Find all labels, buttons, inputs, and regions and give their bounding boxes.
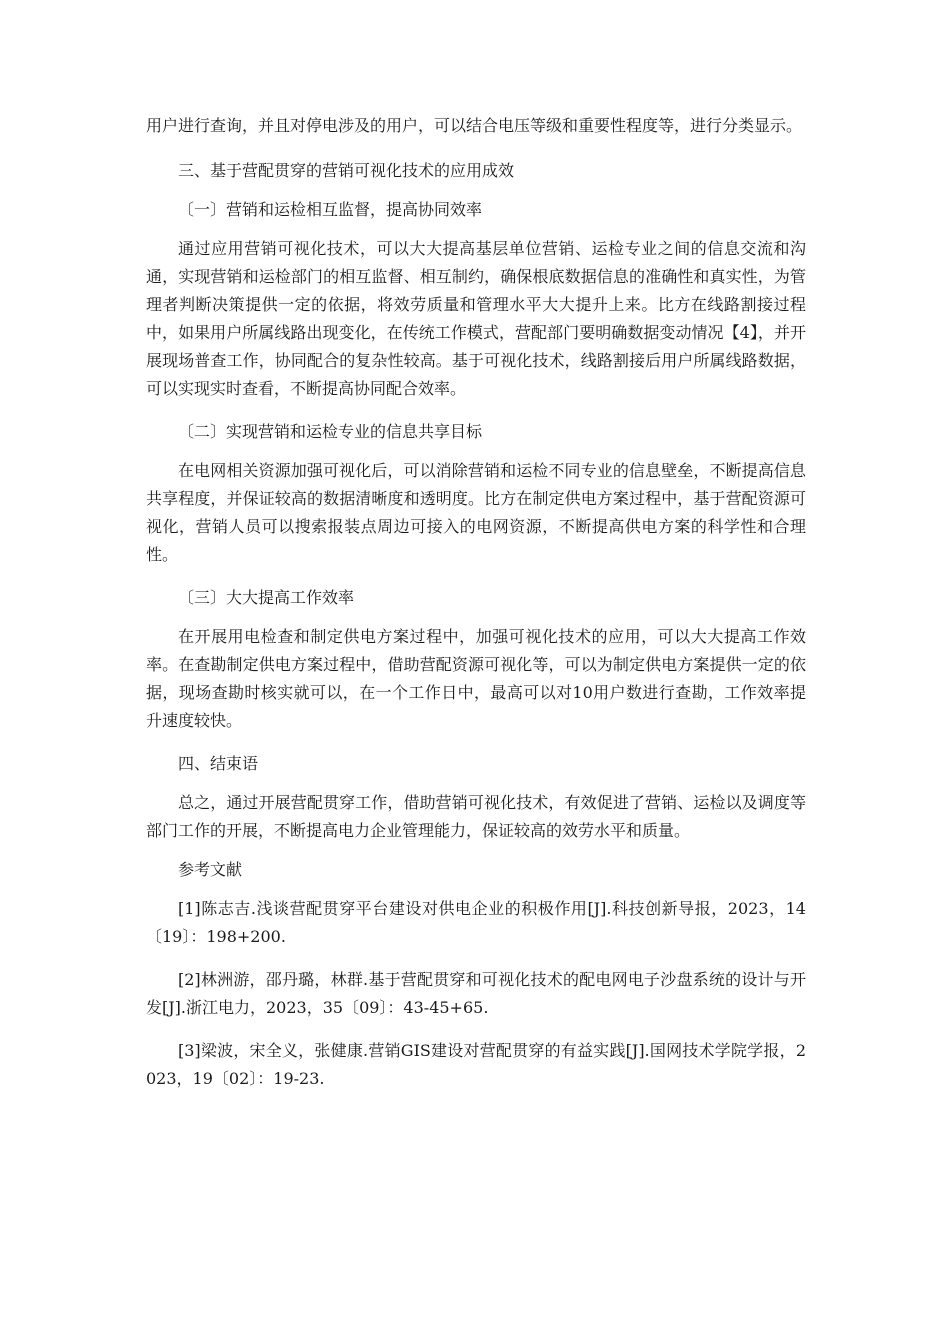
paragraph-conclusion: 总之，通过开展营配贯穿工作，借助营销可视化技术，有效促进了营销、运检以及调度等部门工作的开展，不断提高电力企业管理能力，保证较高的效劳水平和质量。: [146, 793, 806, 840]
section-heading-3: 三、基于营配贯穿的营销可视化技术的应用成效: [178, 161, 515, 180]
subheading-2: 〔二〕实现营销和运检专业的信息共享目标: [178, 422, 483, 441]
paragraph-efficiency: 在开展用电检查和制定供电方案过程中，加强可视化技术的应用，可以大大提高工作效率。在查勘制定供电方案过程中，借助营配资源可视化等，可以为制定供电方案提供一定的依据，现场查勘时核实就可以，在一个工作日中，最高可以对10用户数进行查勘，工作效率提升速度较快。: [146, 627, 806, 730]
section-heading-4: 四、结束语: [178, 754, 259, 773]
paragraph-supervision: 通过应用营销可视化技术，可以大大提高基层单位营销、运检专业之间的信息交流和沟通，实现营销和运检部门的相互监督、相互制约，确保根底数据信息的准确性和真实性，为管理者判断决策提供一定的依据，将效劳质量和管理水平大大提升上来。比方在线路割接过程中，如果用户所属线路出现变化，在传统工作模式，营配部门要明确数据变动情况【4】，并开展现场普查工作，协同配合的复杂性较高。基于可视化技术，线路割接后用户所属线路数据，可以实现实时查看，不断提高协同配合效率。: [146, 239, 806, 398]
subheading-1: 〔一〕营销和运检相互监督，提高协同效率: [178, 200, 483, 219]
reference-item-2: [2]林洲游，邵丹璐，林群.基于营配贯穿和可视化技术的配电网电子沙盘系统的设计与开发[J].浙江电力，2023，35〔09〕：43-45+65.: [146, 970, 806, 1017]
document-page: [146, 112, 806, 1093]
references-heading: 参考文献: [178, 860, 243, 879]
reference-item-3: [3]梁波，宋全义，张健康.营销GIS建设对营配贯穿的有益实践[J].国网技术学院学报，2023，19〔02〕：19-23.: [146, 1041, 806, 1088]
subheading-3: 〔三〕大大提高工作效率: [178, 588, 355, 607]
reference-item-1: [1]陈志吉.浅谈营配贯穿平台建设对供电企业的积极作用[J].科技创新导报，2023，14〔19〕：198+200.: [146, 899, 806, 946]
paragraph-sharing: 在电网相关资源加强可视化后，可以消除营销和运检不同专业的信息壁垒，不断提高信息共享程度，并保证较高的数据清晰度和透明度。比方在制定供电方案过程中，基于营配资源可视化，营销人员可以搜索报装点周边可接入的电网资源，不断提高供电方案的科学性和合理性。: [146, 461, 806, 564]
paragraph-continuation: 用户进行查询，并且对停电涉及的用户，可以结合电压等级和重要性程度等，进行分类显示。: [146, 116, 803, 135]
